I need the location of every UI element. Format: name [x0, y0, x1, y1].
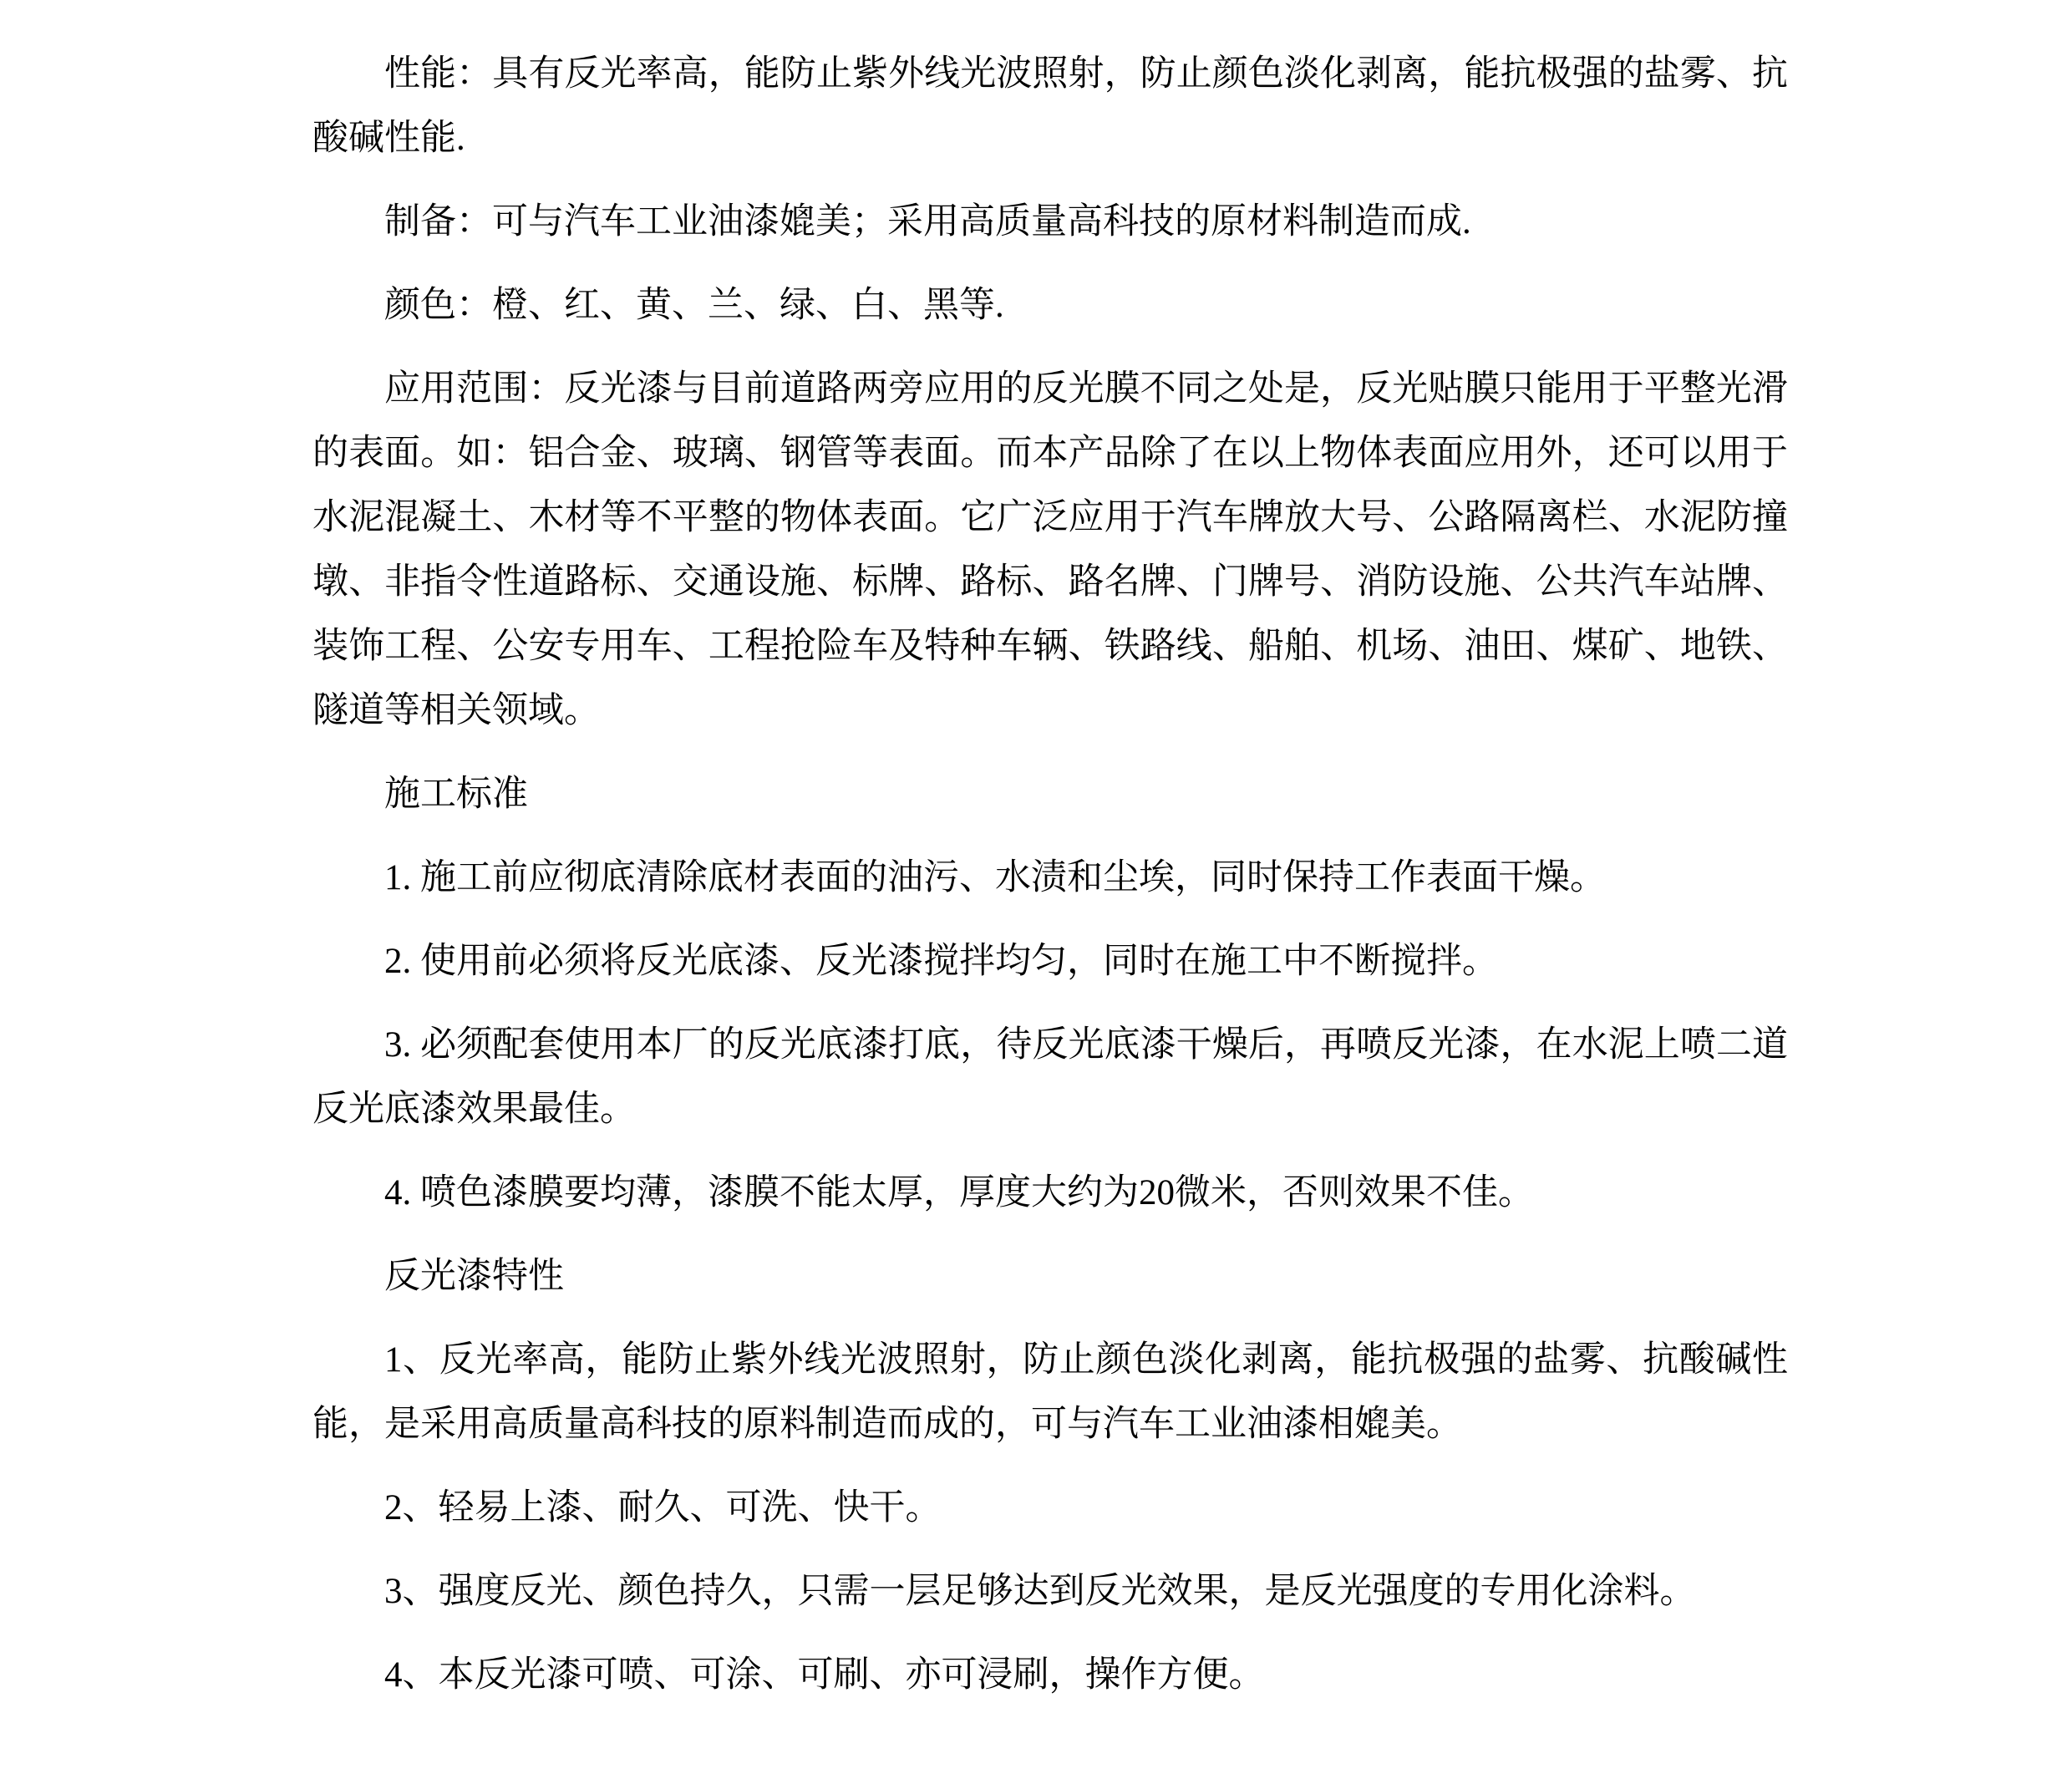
- paragraph-construction-step-2: 2. 使用前必须将反光底漆、反光漆搅拌均匀，同时在施工中不断搅拌。: [384, 942, 1498, 981]
- paragraph-construction-step-4: 4. 喷色漆膜要均薄，漆膜不能太厚，厚度大约为20微米，否则效果不佳。: [384, 1173, 1534, 1212]
- paragraph-feature-2: 2、轻易上漆、耐久、可洗、快干。: [384, 1488, 942, 1527]
- heading-construction-standard: 施工标准: [384, 775, 528, 814]
- heading-paint-features: 反光漆特性: [384, 1257, 564, 1296]
- paragraph-construction-step-3: 3. 必须配套使用本厂的反光底漆打底，待反光底漆干燥后，再喷反光漆，在水泥上喷二道反光底漆效果最佳。: [312, 1025, 1788, 1129]
- paragraph-feature-3: 3、强度反光、颜色持久，只需一层足够达到反光效果，是反光强度的专用化涂料。: [384, 1572, 1696, 1611]
- paragraph-preparation: 制备：可与汽车工业油漆媲美；采用高质量高科技的原材料制造而成.: [384, 202, 1471, 241]
- paragraph-construction-step-1: 1. 施工前应彻底清除底材表面的油污、水渍和尘埃，同时保持工作表面干燥。: [384, 858, 1606, 897]
- paragraph-performance: 性能：具有反光率高，能防止紫外线光波照射，防止颜色淡化剥离，能抗极强的盐雾、抗酸碱性能.: [312, 54, 1788, 158]
- document-body: [312, 42, 1788, 1707]
- paragraph-application-scope: 应用范围：反光漆与目前道路两旁应用的反光膜不同之处是，反光贴膜只能用于平整光滑的表面。如：铝合金、玻璃、钢管等表面。而本产品除了在以上物体表面应用外，还可以用于水泥混凝土、木材等不平整的物体表面。它广泛应用于汽车牌放大号、公路隔离栏、水泥防撞墩、非指令性道路标、交通设施、标牌、路标、路名牌、门牌号、消防设施、公共汽车站牌、装饰工程、公安专用车、工程抢险车及特种车辆、铁路线、船舶、机场、油田、煤矿、地铁、隧道等相关领域。: [312, 369, 1788, 730]
- paragraph-feature-4: 4、本反光漆可喷、可涂、可刷、亦可浸刷，操作方便。: [384, 1655, 1265, 1695]
- paragraph-colors: 颜色：橙、红、黄、兰、绿、白、黑等.: [384, 286, 1004, 325]
- paragraph-feature-1: 1、反光率高，能防止紫外线光波照射，防止颜色淡化剥离，能抗极强的盐雾、抗酸碱性能，是采用高质量高科技的原料制造而成的，可与汽车工业油漆相媲美。: [312, 1340, 1788, 1444]
